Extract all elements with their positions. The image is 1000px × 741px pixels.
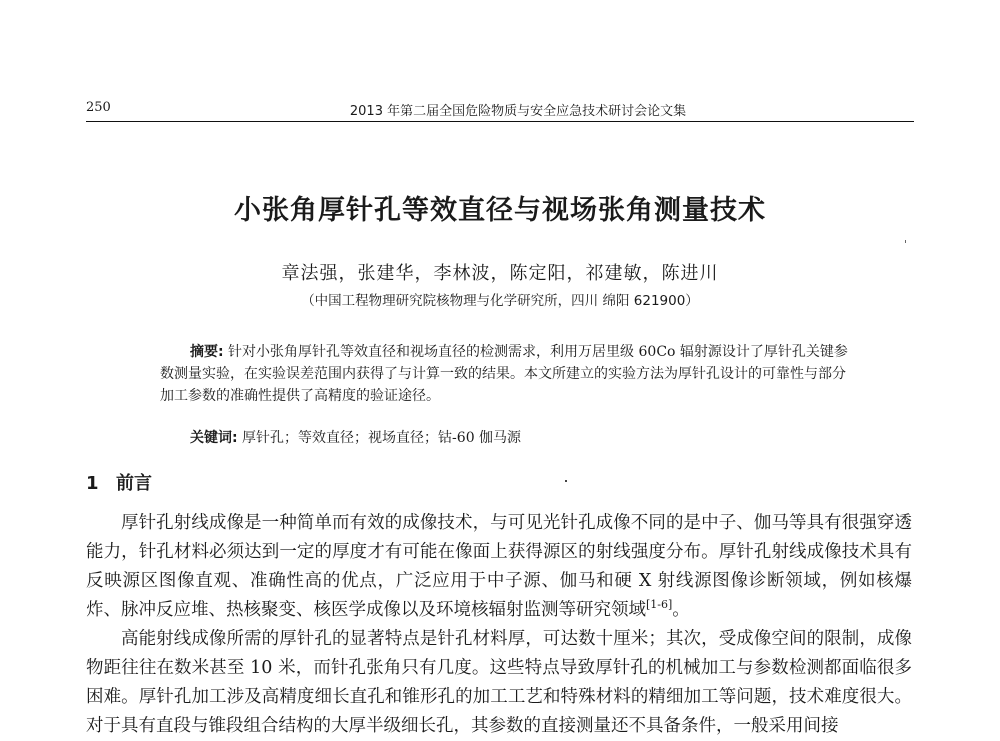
paper-title: 小张角厚针孔等效直径与视场张角测量技术 [234, 195, 766, 226]
running-header: 2013 年第二届全国危险物质与安全应急技术研讨会论文集 [349, 104, 687, 119]
scan-speck [565, 480, 567, 482]
citation-ref: [1-6] [646, 598, 673, 612]
abstract-paragraph [160, 341, 850, 407]
body-paragraph-1-end: 。 [672, 600, 690, 620]
body-paragraph-1-text: 厚针孔射线成像是一种简单而有效的成像技术，与可见光针孔成像不同的是中子、伽马等具有很强穿透能力，针孔材料必须达到一定的厚度才有可能在像面上获得源区的射线强度分布。厚针孔射线成像技术具有反映源区图像直观、准确性高的优点，广泛应用于中子源、伽马和硬 X 射线源图像诊断领域，例如核爆炸、脉冲反应堆、热核聚变、核医学成像以及环境核辐射监测等研究领域 [86, 513, 912, 620]
body-paragraph-2: 高能射线成像所需的厚针孔的显著特点是针孔材料厚，可达数十厘米；其次，受成像空间的限制，成像物距往往在数米甚至 10 米，而针孔张角只有几度。这些特点导致厚针孔的机械加工与参数检测都面临很多困难。厚针孔加工涉及高精度细长直孔和锥形孔的加工工艺和特殊材料的精细加工等问题，技术难度很大。对于具有直段与锥段组合结构的大厚半级细长孔，其参数的直接测量还不具备条件，一般采用间接 [86, 629, 912, 736]
abstract [160, 341, 850, 407]
keywords-label: 关键词: [190, 430, 238, 446]
affiliation: （中国工程物理研究院核物理与化学研究所，四川 绵阳 621900） [301, 293, 699, 309]
section-number: 1 [86, 473, 99, 494]
abstract-text: 针对小张角厚针孔等效直径和视场直径的检测需求，利用万居里级 60Co 辐射源设计了厚针孔关键参数测量实验，在实验误差范围内获得了与计算一致的结果。本文所建立的实验方法为厚针孔设计的可靠性与部分加工参数的准确性提供了高精度的验证途径。 [160, 344, 848, 404]
body-text [86, 509, 912, 741]
section-title: 前言 [116, 473, 152, 494]
section-heading [86, 469, 152, 495]
keywords-text: 厚针孔；等效直径；视场直径；钴-60 伽马源 [237, 430, 522, 446]
page-number: 250 [86, 100, 111, 115]
scan-speck [905, 240, 906, 243]
header-rule [86, 121, 914, 122]
body-paragraph-1 [86, 509, 912, 625]
abstract-label: 摘要: [190, 344, 224, 360]
keywords [190, 427, 521, 447]
author-list: 章法强，张建华，李林波，陈定阳，祁建敏，陈进川 [281, 263, 719, 284]
